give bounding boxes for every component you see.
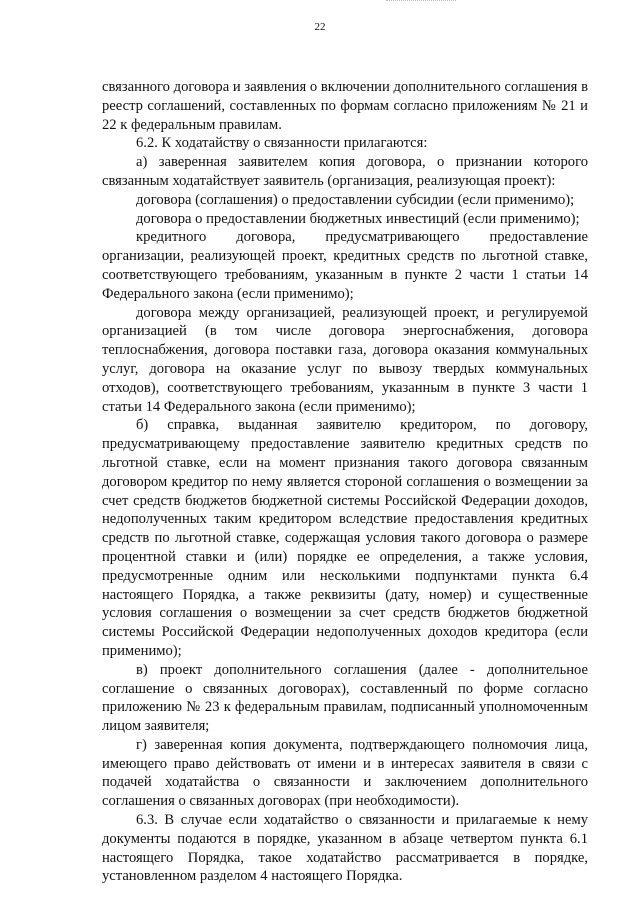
paragraph-6-3: 6.3. В случае если ходатайство о связанности и прилагаемые к нему документы подаются в порядке, указанном в абзаце четвертом пункта 6.1 настоящего Порядка, такое ходатайство рассматривается в порядке, установленном разделом 4 настоящего Порядка. [102,812,588,885]
paragraph-6-2-g: г) заверенная копия документа, подтверждающего полномочия лица, имеющего право действовать от имени и в интересах заявителя в связи с подачей ходатайства о связанности и заключением дополнительного соглашения о связанных договорах (при необходимости). [102,736,588,810]
paragraph-credit-agreement: кредитного договора, предусматривающего предоставление организации, реализующей проект, кредитных средств по льготной ставке, соответствующего требованиям, указанным в пункте 2 части 1 статьи 14 Федерального закона (если применимо); [102,229,588,302]
paragraph-budget-investments: договора о предоставлении бюджетных инвестиций (если применимо); [136,210,580,227]
paragraph-6-2-v: в) проект дополнительного соглашения (далее - дополнительное соглашение о связанных договорах), составленный по форме согласно приложению № 23 к федеральным правилам, подписанный уполномоченным лицом заявителя; [102,661,588,735]
paragraph-6-2-b: б) справка, выданная заявителю кредитором, по договору, предусматривающему предоставление заявителю кредитных средств по льготной ставке, если на момент признания такого договора связанным договором кредитор по нему является стороной соглашения о возмещении за счет средств бюджетов бюджетной системы Российской Федерации доходов, недополученных таким кредитором вследствие предоставления кредитных средств по льготной ставке, содержащая условия такого договора о размере процентной ставки и (или) порядке ее определения, а также условия, предусмотренные одним или несколькими подпунктами пункта 6.4 настоящего Порядка, а также реквизиты (дату, номер) и существенные условия соглашения о возмещении за счет средств бюджетов бюджетной системы Российской Федерации недополученных доходов кредитора (если применимо); [102,417,588,659]
paragraph-6-2-a: а) заверенная заявителем копия договора, о признании которого связанным ходатайствует заявитель (организация, реализующая проект): [102,154,588,189]
paragraph-subsidy-agreement: договора (соглашения) о предоставлении субсидии (если применимо); [136,191,575,208]
page-number: 22 [314,21,326,33]
paragraph-regulated-org-agreement: договора между организацией, реализующей проект, и регулируемой организацией (в том числе договора энергоснабжения, договора теплоснабжения, договора поставки газа, договора оказания коммунальных услуг, договора на оказание услуг по вывозу твердых коммунальных отходов), соответствующего требованиям, указанным в пункте 3 части 1 статьи 14 Федерального закона (если применимо); [102,304,588,415]
paragraph-6-2-heading: 6.2. К ходатайству о связанности прилагаются: [136,135,428,152]
paragraph-continuation: связанного договора и заявления о включении дополнительного соглашения в реестр соглашений, составленных по формам согласно приложениям № 21 и 22 к федеральным правилам. [102,79,588,133]
scan-artifact [386,0,456,5]
document-body [102,78,588,886]
